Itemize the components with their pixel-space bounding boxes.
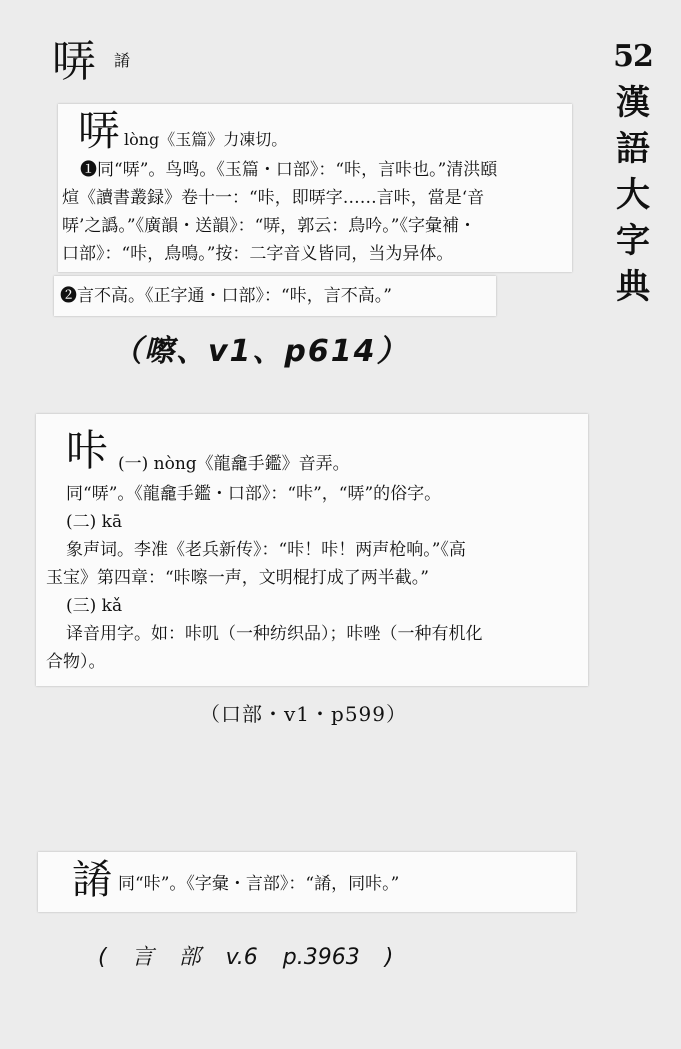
entry1-def-line: 煊《讀書叢録》卷十一：“咔，即哢字……言咔，當是‘音 bbox=[62, 188, 485, 208]
entry3-clipping bbox=[38, 852, 576, 912]
entry2-line: (一) nòng《龍龕手鑑》音弄。 bbox=[118, 454, 350, 474]
handwritten-reference-3: ( 言 部 v.6 p.3963 ) bbox=[98, 945, 394, 970]
entry2-line: (二) kā bbox=[66, 512, 123, 532]
entry1-pronunciation: lòng《玉篇》力凍切。 bbox=[124, 130, 288, 149]
reference-caption-2: （口部・v1・p599） bbox=[200, 702, 407, 726]
header-character: 哢 bbox=[52, 36, 96, 87]
volume-number: 52 bbox=[613, 39, 653, 74]
side-title-char: 字 bbox=[616, 221, 650, 261]
entry1-headword: 哢 bbox=[78, 106, 121, 155]
side-title-char: 語 bbox=[616, 129, 650, 169]
side-title-char: 漢 bbox=[616, 83, 650, 123]
entry2-line: 象声词。李准《老兵新传》：“咔！咔！两声枪响。”《高 bbox=[66, 540, 466, 560]
side-title-char: 典 bbox=[616, 267, 650, 307]
entry1-def2-clipping bbox=[54, 276, 496, 316]
handwritten-reference-1: （嚓、v1、p614） bbox=[112, 334, 409, 369]
entry1-def-line: 哢’之譌。”《廣韻・送韻》：“哢，郭云：鳥吟。”《字彙補・ bbox=[62, 216, 476, 236]
entry1-def-line: 口部》：“咔，鳥鳴。”按：二字音义皆同，当为异体。 bbox=[62, 244, 454, 264]
entry2-clipping bbox=[36, 414, 588, 686]
entry2-line: (三) kǎ bbox=[66, 596, 123, 616]
dictionary-side-title bbox=[613, 34, 653, 310]
entry2-line: 玉宝》第四章：“咔嚓一声，文明棍打成了两半截。” bbox=[46, 568, 429, 588]
entry1-def2: ❷言不高。《正字通・口部》：“咔，言不高。” bbox=[60, 286, 392, 306]
entry3-text: 同“咔”。《字彙・言部》：“誵，同咔。” bbox=[118, 874, 400, 894]
entry3-headword: 誵 bbox=[72, 857, 112, 903]
side-title-char: 大 bbox=[616, 175, 650, 215]
entry2-line: 译音用字。如：咔叽（一种纺织品）；咔唑（一种有机化 bbox=[66, 624, 483, 644]
entry2-line: 同“哢”。《龍龕手鑑・口部》：“咔”，“哢”的俗字。 bbox=[66, 484, 442, 504]
entry2-line: 合物）。 bbox=[46, 652, 106, 672]
entry1-clipping bbox=[58, 104, 572, 272]
header-variant-character: 誵 bbox=[114, 51, 131, 70]
entry2-headword: 咔 bbox=[66, 426, 109, 475]
entry1-def-line: ❶同“哢”。鸟鸣。《玉篇・口部》：“咔，言咔也。”清洪頤 bbox=[80, 160, 498, 180]
